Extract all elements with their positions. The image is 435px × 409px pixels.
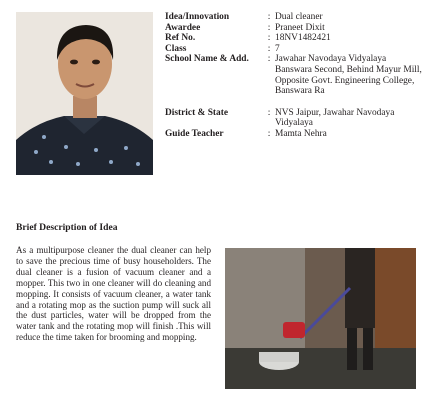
detail-district <box>165 108 427 129</box>
detail-school <box>165 54 427 96</box>
detail-colon: : <box>267 33 271 44</box>
detail-idea <box>165 12 427 23</box>
detail-colon: : <box>267 43 271 54</box>
detail-awardee <box>165 23 427 34</box>
detail-value: 18NV1482421 <box>275 33 331 44</box>
detail-colon: : <box>267 54 271 65</box>
detail-label: Idea/Innovation <box>165 12 230 22</box>
awardee-photo <box>16 12 153 175</box>
detail-label: Guide Teacher <box>165 128 224 139</box>
detail-value: Jawahar Navodaya Vidyalaya Banswara Second, Behind Mayur Mill, Opposite Govt. Engineering College, Banswara Ra <box>275 54 422 97</box>
detail-value: NVS Jaipur, Jawahar Navodaya Vidyalaya <box>275 107 395 129</box>
detail-label: Ref No. <box>165 33 196 44</box>
detail-colon: : <box>267 12 271 22</box>
detail-label: Class <box>165 43 187 54</box>
detail-colon: : <box>267 128 271 139</box>
detail-label: Awardee <box>165 22 201 33</box>
detail-value: Dual cleaner <box>275 12 323 22</box>
detail-class <box>165 44 427 55</box>
detail-colon: : <box>267 22 271 33</box>
detail-value: Mamta Nehra <box>275 128 327 139</box>
detail-guide <box>165 129 427 140</box>
brief-heading: Brief Description of Idea <box>16 222 118 233</box>
dual-cleaner-photo <box>225 248 416 389</box>
detail-colon: : <box>267 107 271 118</box>
detail-label: School Name & Add. <box>165 54 249 65</box>
detail-value: Praneet Dixit <box>275 22 325 33</box>
awardee-details <box>165 12 427 140</box>
detail-ref-no <box>165 33 427 44</box>
brief-description: As a multipurpose cleaner the dual cleaner can help to save the precious time of busy householders. The dual cleaner is a fusion of vacuum cleaner and a mopper. This two in one cleaner will do cleaning and mopping. It consists of vacuum cleaner, a water tank and a rotating mop as the suction pump will suck all the dust particles, water will be dropped from the water tank and the rotating mop will finish .This will reduce the time taken for brooming and mopping. <box>16 245 211 343</box>
detail-label: District & State <box>165 107 228 118</box>
detail-value: 7 <box>275 43 280 54</box>
